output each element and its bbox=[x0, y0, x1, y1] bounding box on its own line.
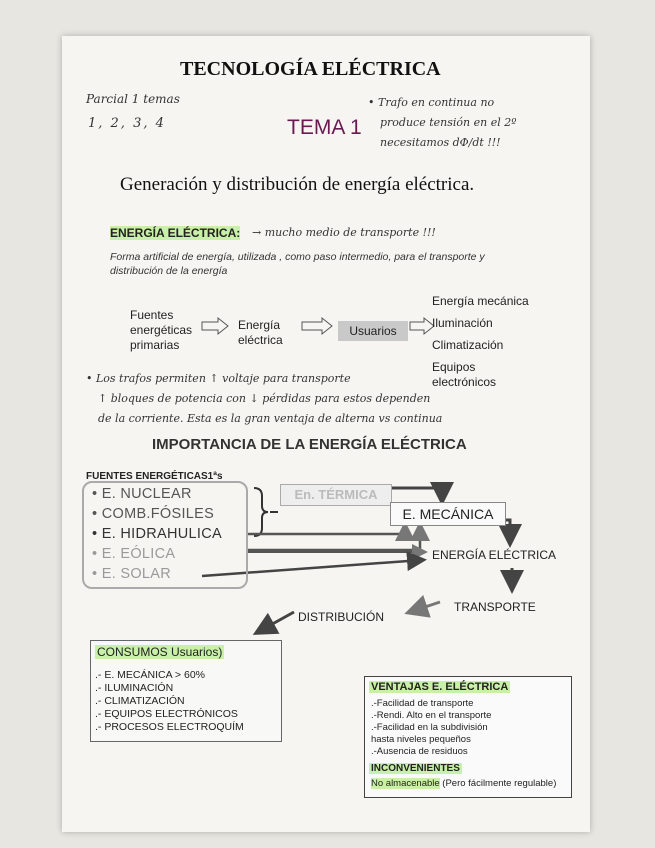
no-almacenable: No almacenable bbox=[371, 778, 440, 789]
transporte-to-distribucion-arrow bbox=[410, 602, 440, 612]
note-trafos-line3: de la corriente. Esta es la gran ventaja de alterna vs continua bbox=[98, 412, 443, 425]
consumo-item: .- E. MECÁNICA > 60% bbox=[95, 669, 205, 681]
consumos-box bbox=[90, 640, 282, 742]
note-parcial-line1: Parcial 1 temas bbox=[86, 92, 180, 106]
source-fosiles: • COMB.FÓSILES bbox=[92, 506, 215, 522]
regulable-note: (Pero fácilmente regulable) bbox=[442, 778, 557, 789]
flow-usuarios-box: Usuarios bbox=[338, 321, 408, 341]
termica-box: En. TÉRMICA bbox=[280, 484, 392, 506]
ventaja-item: .-Rendi. Alto en el transporte bbox=[371, 710, 492, 721]
flow-outputs bbox=[432, 290, 529, 390]
note-parcial-line2: 1, 2, 3, 4 bbox=[88, 116, 166, 131]
note-trafo-line3: necesitamos dΦ/dt !!! bbox=[380, 136, 501, 149]
distribucion-to-consumos-arrow bbox=[258, 612, 294, 632]
ventaja-item: .-Facilidad en la subdivisión bbox=[371, 722, 488, 733]
flow-arrow-2 bbox=[302, 318, 332, 334]
consumo-item: .- ILUMINACIÓN bbox=[95, 682, 174, 694]
doc-subtitle: Generación y distribución de energía eléctrica. bbox=[120, 174, 475, 195]
fuentes-heading: FUENTES ENERGÉTICAS1ªs bbox=[86, 471, 223, 482]
note-trafos-line1: • Los trafos permiten ↑ voltaje para transporte bbox=[86, 372, 351, 385]
transporte-label: TRANSPORTE bbox=[454, 600, 536, 614]
inconvenientes-line bbox=[371, 778, 571, 790]
flow-output-mecanica: Energía mecánica bbox=[432, 294, 529, 308]
sources-brace bbox=[254, 488, 268, 536]
note-trafo-line1: • Trafo en continua no bbox=[368, 96, 495, 109]
doc-title: TECNOLOGÍA ELÉCTRICA bbox=[180, 58, 441, 80]
source-solar: • E. SOLAR bbox=[92, 566, 172, 582]
ventajas-heading: VENTAJAS E. ELÉCTRICA bbox=[371, 681, 509, 693]
note-trafos-line2: ↑ bloques de potencia con ↓ pérdidas para estos dependen bbox=[98, 392, 431, 405]
energia-heading: ENERGÍA ELÉCTRICA: bbox=[110, 226, 241, 240]
ventajas-box bbox=[364, 676, 572, 798]
source-nuclear: • E. NUCLEAR bbox=[92, 486, 192, 502]
termica-to-mecanica-arrow bbox=[392, 488, 442, 500]
flow-output-electronicos: electrónicos bbox=[432, 375, 497, 389]
flow-arrow-1 bbox=[202, 318, 228, 334]
note-medio: → mucho medio de transporte !!! bbox=[252, 226, 436, 239]
ventaja-item: .-Ausencia de residuos bbox=[371, 746, 468, 757]
consumo-item: .- CLIMATIZACIÓN bbox=[95, 695, 185, 707]
hidraulica-arrow bbox=[248, 526, 405, 534]
mecanica-box: E. MECÁNICA bbox=[390, 502, 506, 526]
source-eolica: • E. EÓLICA bbox=[92, 546, 176, 562]
eolica-arrow bbox=[248, 526, 420, 550]
importancia-heading: IMPORTANCIA DE LA ENERGÍA ELÉCTRICA bbox=[152, 436, 467, 453]
document-page bbox=[62, 36, 590, 832]
flow-energia: Energía eléctrica bbox=[238, 318, 283, 347]
energia-definition: Forma artificial de energía, utilizada , como paso intermedio, para el transporte y distribución de la energía bbox=[110, 251, 485, 277]
flow-arrow-3 bbox=[410, 318, 434, 334]
flow-output-equipos: Equipos bbox=[432, 360, 476, 374]
consumos-heading: CONSUMOS Usuarios) bbox=[97, 645, 223, 659]
tema-heading: TEMA 1 bbox=[287, 116, 362, 139]
distribucion-label: DISTRIBUCIÓN bbox=[298, 610, 385, 624]
energia-electrica-label: ENERGÍA ELÉCTRICA bbox=[432, 548, 557, 562]
note-trafo-line2: produce tensión en el 2º bbox=[380, 116, 517, 129]
flow-output-climatizacion: Climatización bbox=[432, 338, 504, 352]
consumo-item: .- EQUIPOS ELECTRÓNICOS bbox=[95, 708, 238, 720]
ventajas-list bbox=[371, 698, 571, 758]
source-hidraulica: • E. HIDRAHULICA bbox=[92, 526, 222, 542]
ventaja-item: hasta niveles pequeños bbox=[371, 734, 471, 745]
inconvenientes-heading: INCONVENIENTES bbox=[371, 763, 460, 774]
consumo-item: .- PROCESOS ELECTROQUÍM bbox=[95, 721, 244, 733]
flow-output-iluminacion: Iluminación bbox=[432, 316, 493, 330]
ventaja-item: .-Facilidad de transporte bbox=[371, 698, 474, 709]
flow-fuentes: Fuentes energéticas primarias bbox=[130, 308, 193, 352]
consumos-list bbox=[95, 669, 281, 734]
